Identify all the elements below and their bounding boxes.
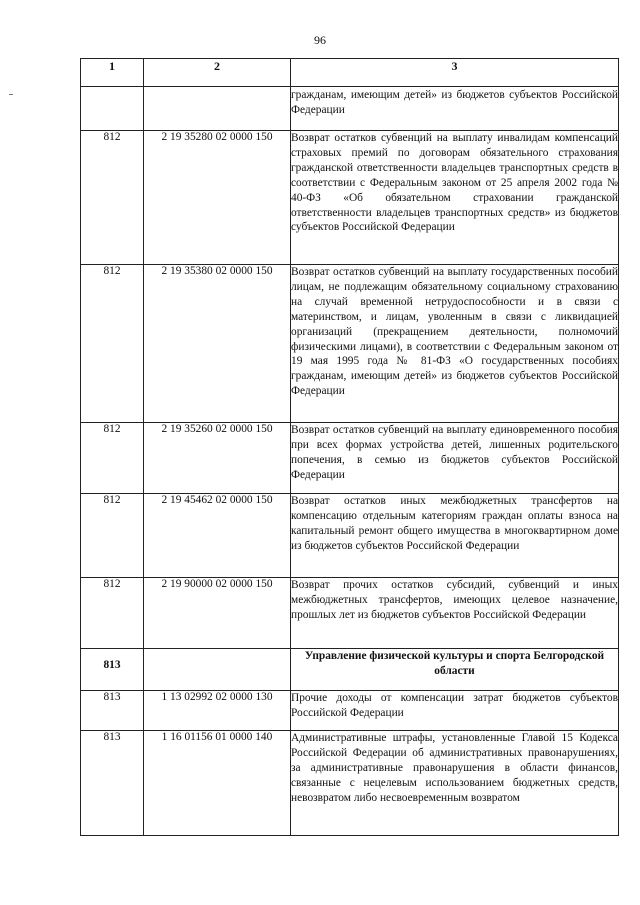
description-cell: Административные штрафы, установленные Главой 15 Кодекса Российской Федерации об административных правонарушениях, за административные правонарушения в области финансов, связанные с нецелевым использованием бюджетных средств, невозвратом либо несвоевременным возвратом [291,731,619,836]
admin-code-cell: 813 [81,649,144,691]
table-row [81,423,619,494]
description-cell: Возврат остатков субвенций на выплату единовременного пособия при всех формах устройства детей, лишенных родительского попечения, в семью из бюджетов субъектов Российской Федерации [291,423,619,494]
table-row [81,87,619,131]
admin-code-cell: 813 [81,731,144,836]
table-row [81,265,619,423]
kbk-code-cell [144,87,291,131]
margin-mark [9,94,13,95]
table-row [81,731,619,836]
table-header-row [81,59,619,87]
admin-code-cell [81,87,144,131]
kbk-code-cell: 2 19 35280 02 0000 150 [144,131,291,265]
kbk-code-cell: 2 19 90000 02 0000 150 [144,578,291,649]
description-cell: Возврат остатков иных межбюджетных трансфертов на компенсацию отдельным категориям граждан оплаты взноса на капитальный ремонт общего имущества в многоквартирном доме из бюджетов субъектов Российской Федерации [291,494,619,578]
description-cell: гражданам, имеющим детей» из бюджетов субъектов Российской Федерации [291,87,619,131]
kbk-code-cell: 1 16 01156 01 0000 140 [144,731,291,836]
admin-code-cell: 812 [81,578,144,649]
kbk-code-cell [144,649,291,691]
admin-code-cell: 812 [81,131,144,265]
admin-code-cell: 813 [81,691,144,731]
table-row [81,691,619,731]
description-cell: Возврат остатков субвенций на выплату государственных пособий лицам, не подлежащим обязательному социальному страхованию на случай временной нетрудоспособности и в связи с материнством, и лицам, уволенным в связи с ликвидацией организаций (прекращением деятельности, полномочий физическими лицами), в соответствии с Федеральным законом от 19 мая 1995 года № 81-ФЗ «О государственных пособиях гражданам, имеющим детей» из бюджетов субъектов Российской Федерации [291,265,619,423]
description-cell: Возврат прочих остатков субсидий, субвенций и иных межбюджетных трансфертов, имеющих целевое назначение, прошлых лет из бюджетов субъектов Российской Федерации [291,578,619,649]
table-row [81,131,619,265]
description-cell: Прочие доходы от компенсации затрат бюджетов субъектов Российской Федерации [291,691,619,731]
organization-title-cell: Управление физической культуры и спорта Белгородской области [291,649,619,691]
admin-code-cell: 812 [81,265,144,423]
page-number: 96 [314,33,326,47]
budget-classification-table [80,58,619,836]
admin-code-cell: 812 [81,494,144,578]
table-row [81,578,619,649]
kbk-code-cell: 1 13 02992 02 0000 130 [144,691,291,731]
header-col-2: 2 [144,59,291,87]
kbk-code-cell: 2 19 45462 02 0000 150 [144,494,291,578]
table-row-organization [81,649,619,691]
header-col-3: 3 [291,59,619,87]
admin-code-cell: 812 [81,423,144,494]
kbk-code-cell: 2 19 35260 02 0000 150 [144,423,291,494]
description-cell: Возврат остатков субвенций на выплату инвалидам компенсаций страховых премий по договорам обязательного страхования гражданской ответственности владельцев транспортных средств в соответствии с Федеральным законом от 25 апреля 2002 года № 40-ФЗ «Об обязательном страховании гражданской ответственности владельцев транспортных средств» из бюджетов субъектов Российской Федерации [291,131,619,265]
header-col-1: 1 [81,59,144,87]
table-row [81,494,619,578]
kbk-code-cell: 2 19 35380 02 0000 150 [144,265,291,423]
